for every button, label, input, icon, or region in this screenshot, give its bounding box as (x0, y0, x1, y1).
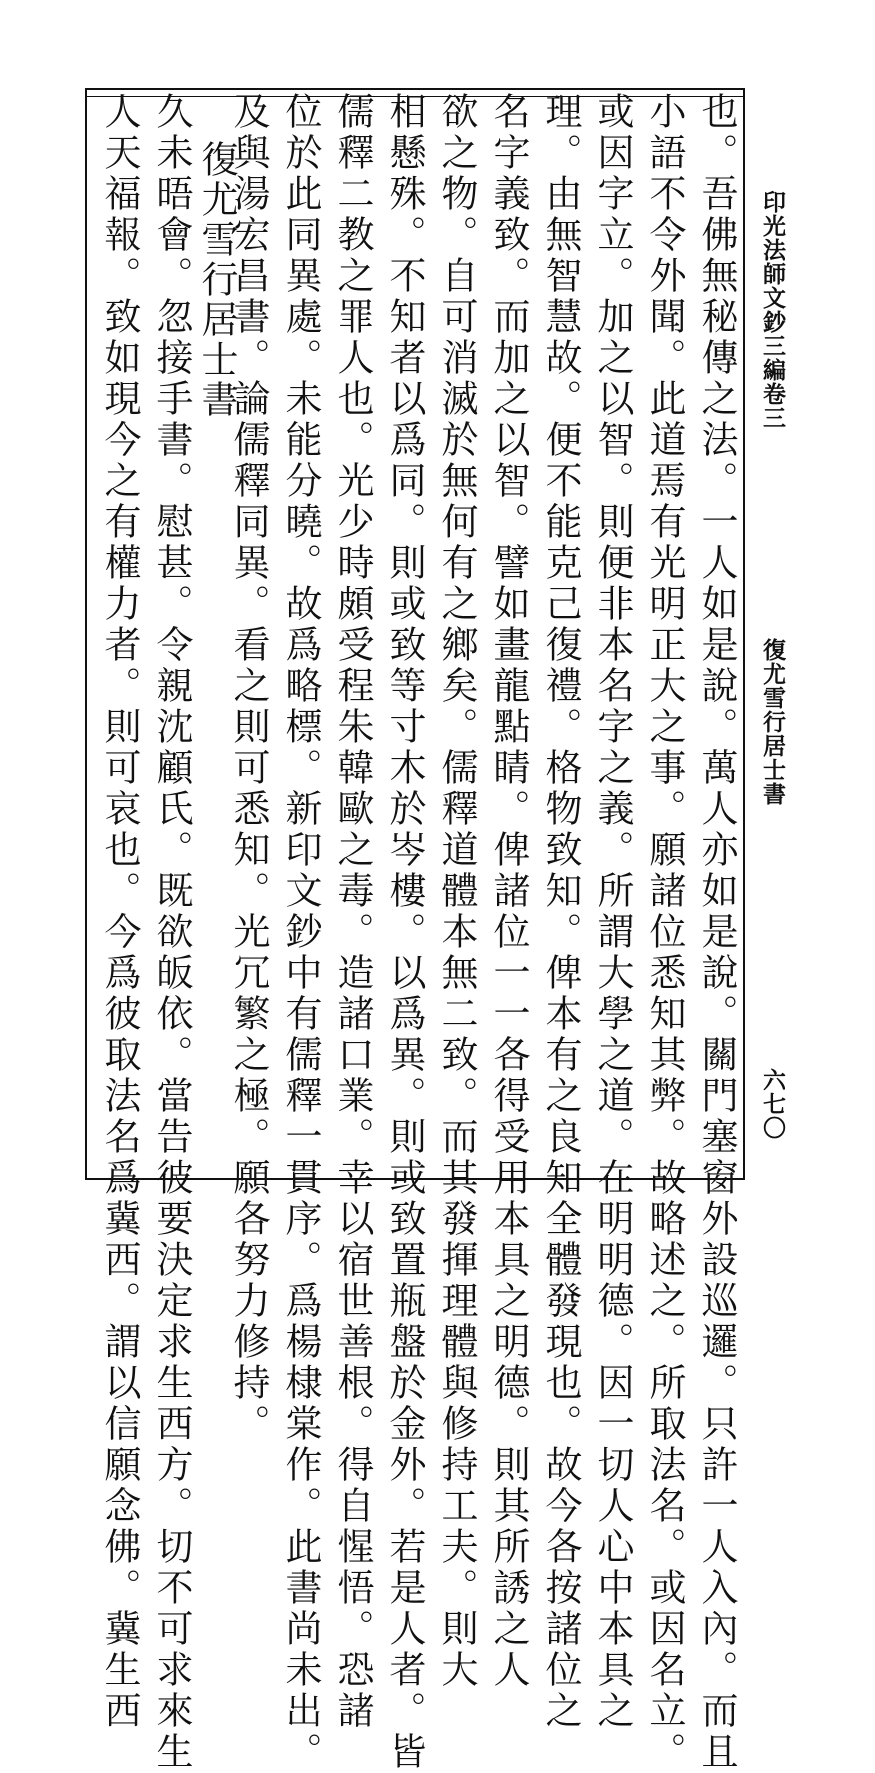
text-column-5: 名字義致。而加之以智。譬如畫龍點睛。俾諸位一一各得受用本具之明德。則其所誘之人 (487, 92, 530, 1691)
text-column-10: 及與湯宏昌書。論儒釋同異。看之則可悉知。光冗繁之極。願各努力修持。 (227, 92, 270, 1445)
text-column-12: 久未晤會。忽接手書。慰甚。令親沈顧氏。既欲皈依。當告彼要決定求生西方。切不可求來生 (150, 92, 193, 1773)
text-column-7: 相懸殊。不知者以爲同。則或致等寸木於岑樓。以爲異。則或致置瓶盤於金外。若是人者。皆 (383, 92, 426, 1773)
text-column-4: 理。由無智慧故。便不能克己復禮。格物致知。俾本有之良知全體發現也。故今各按諸位之 (539, 92, 582, 1732)
letter-title: 復尤雪行居士書 (195, 140, 238, 420)
page-number: 六七〇 (759, 1068, 786, 1140)
text-column-8: 儒釋二教之罪人也。光少時頗受程朱韓歐之毒。造諸口業。幸以宿世善根。得自惺悟。恐諸 (331, 92, 374, 1732)
running-header (752, 170, 792, 1190)
text-column-6: 欲之物。自可消滅於無何有之鄉矣。儒釋道體本無二致。而其發揮理體與修持工夫。則大 (435, 92, 478, 1691)
text-column-9: 位於此同異處。未能分曉。故爲略標。新印文鈔中有儒釋一貫序。爲楊棣棠作。此書尚未出。 (279, 92, 322, 1773)
text-column-1: 也。吾佛無秘傳之法。一人如是說。萬人亦如是說。關門塞窗外設巡邏。只許一人入內。而且 (695, 92, 738, 1773)
text-column-2: 小語不令外聞。此道焉有光明正大之事。願諸位悉知其弊。故略述之。所取法名。或因名立。 (643, 92, 686, 1773)
section-title: 復尤雪行居士書 (759, 638, 786, 806)
text-column-13: 人天福報。致如現今之有權力者。則可哀也。今爲彼取法名爲冀西。謂以信願念佛。冀生西 (98, 92, 141, 1732)
book-title: 印光法師文鈔三編卷三 (759, 190, 786, 430)
text-column-3: 或因字立。加之以智。則便非本名字之義。所謂大學之道。在明明德。因一切人心中本具之 (591, 92, 634, 1732)
